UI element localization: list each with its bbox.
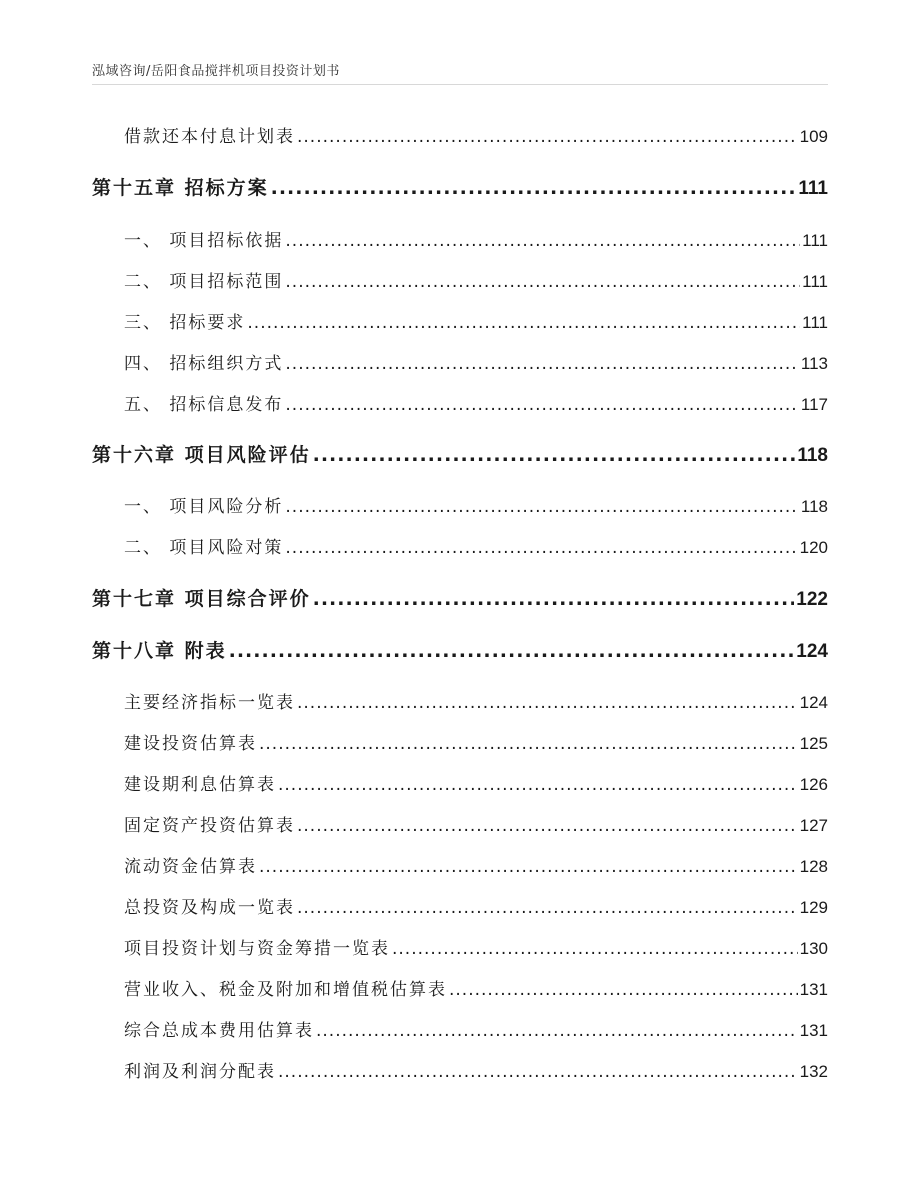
toc-page-number: 118 <box>797 445 828 466</box>
toc-entry-title: 建设投资估算表 <box>124 734 257 754</box>
toc-page-number: 132 <box>799 1062 828 1081</box>
toc-page-number: 117 <box>800 395 828 414</box>
toc-page-number: 131 <box>799 1021 828 1040</box>
toc-entry-title: 营业收入、税金及附加和增值税估算表 <box>124 980 447 1000</box>
toc-entry[interactable] <box>124 688 828 713</box>
toc-dot-leader <box>313 588 795 610</box>
toc-entry-title: 一、 项目风险分析 <box>124 497 284 517</box>
toc-entry-title: 总投资及构成一览表 <box>124 898 295 918</box>
toc-dot-leader <box>285 272 800 292</box>
toc-entry-title: 流动资金估算表 <box>124 857 257 877</box>
toc-entry-title: 利润及利润分配表 <box>124 1062 276 1082</box>
toc-dot-leader <box>316 1021 798 1041</box>
toc-chapter-title: 第十六章 项目风险评估 <box>92 444 311 466</box>
header-divider <box>92 84 828 85</box>
toc-dot-leader <box>247 313 800 333</box>
toc-page-number: 125 <box>799 734 828 753</box>
toc-dot-leader <box>278 775 798 795</box>
toc-entry[interactable] <box>124 122 828 147</box>
toc-dot-leader <box>285 354 798 374</box>
toc-page-number: 122 <box>796 589 828 610</box>
toc-dot-leader <box>297 693 798 713</box>
toc-entry[interactable] <box>124 770 828 795</box>
toc-entry-title: 四、 招标组织方式 <box>124 354 284 374</box>
toc-entry-title: 五、 招标信息发布 <box>124 395 284 415</box>
toc-chapter-entry[interactable] <box>92 173 828 200</box>
toc-page-number: 128 <box>799 857 828 876</box>
toc-page-number: 113 <box>800 354 828 373</box>
toc-dot-leader <box>285 395 798 415</box>
toc-page-number: 120 <box>799 538 828 557</box>
toc-entry-title: 固定资产投资估算表 <box>124 816 295 836</box>
toc-dot-leader <box>285 497 798 517</box>
toc-chapter-title: 第十五章 招标方案 <box>92 177 269 199</box>
toc-page-number: 111 <box>798 178 828 199</box>
toc-page-number: 118 <box>800 497 828 516</box>
toc-entry[interactable] <box>124 729 828 754</box>
toc-page-number: 127 <box>799 816 828 835</box>
toc-page-number: 126 <box>799 775 828 794</box>
toc-entry-title: 项目投资计划与资金筹措一览表 <box>124 939 390 959</box>
toc-chapter-title: 第十八章 附表 <box>92 640 227 662</box>
toc-entry[interactable] <box>124 811 828 836</box>
toc-chapter-title: 第十七章 项目综合评价 <box>92 588 311 610</box>
toc-dot-leader <box>229 640 795 662</box>
toc-entry-title: 三、 招标要求 <box>124 313 246 333</box>
toc-entry-title: 主要经济指标一览表 <box>124 693 295 713</box>
toc-entry[interactable] <box>124 893 828 918</box>
toc-entry[interactable] <box>124 852 828 877</box>
toc-entry[interactable] <box>124 349 828 374</box>
toc-chapter-entry[interactable] <box>92 440 828 467</box>
toc-page-number: 111 <box>802 272 828 291</box>
toc-page-number: 131 <box>799 980 828 999</box>
toc-page-number: 130 <box>799 939 828 958</box>
toc-entry-title: 综合总成本费用估算表 <box>124 1021 314 1041</box>
toc-entry[interactable] <box>124 267 828 292</box>
toc-entry[interactable] <box>124 934 828 959</box>
toc-dot-leader <box>392 939 798 959</box>
toc-page-number: 124 <box>796 641 828 662</box>
toc-entry-title: 二、 项目招标范围 <box>124 272 284 292</box>
toc-entry[interactable] <box>124 533 828 558</box>
toc-dot-leader <box>313 444 796 466</box>
toc-page-number: 111 <box>802 231 828 250</box>
toc-dot-leader <box>297 127 798 147</box>
toc-dot-leader <box>271 177 797 199</box>
toc-entry-title: 借款还本付息计划表 <box>124 127 295 147</box>
toc-entry[interactable] <box>124 308 828 333</box>
toc-dot-leader <box>259 734 798 754</box>
toc-page-number: 129 <box>799 898 828 917</box>
toc-entry[interactable] <box>124 390 828 415</box>
toc-dot-leader <box>285 538 797 558</box>
toc-chapter-entry[interactable] <box>92 636 828 663</box>
toc-entry[interactable] <box>124 1016 828 1041</box>
toc-entry-title: 建设期利息估算表 <box>124 775 276 795</box>
toc-dot-leader <box>449 980 798 1000</box>
toc-entry[interactable] <box>124 1057 828 1082</box>
toc-entry-title: 一、 项目招标依据 <box>124 231 284 251</box>
toc-page-number: 111 <box>802 313 828 332</box>
toc-page-number: 109 <box>799 127 828 146</box>
toc-entry[interactable] <box>124 226 828 251</box>
toc-entry-title: 二、 项目风险对策 <box>124 538 284 558</box>
toc-dot-leader <box>278 1062 798 1082</box>
toc-entry[interactable] <box>124 975 828 1000</box>
toc-dot-leader <box>297 816 798 836</box>
toc-page-number: 124 <box>799 693 828 712</box>
page-header-title: 泓域咨询/岳阳食品搅拌机项目投资计划书 <box>92 64 340 79</box>
toc-entry[interactable] <box>124 492 828 517</box>
toc-dot-leader <box>285 231 800 251</box>
toc-dot-leader <box>297 898 798 918</box>
toc-dot-leader <box>259 857 798 877</box>
toc-chapter-entry[interactable] <box>92 584 828 611</box>
